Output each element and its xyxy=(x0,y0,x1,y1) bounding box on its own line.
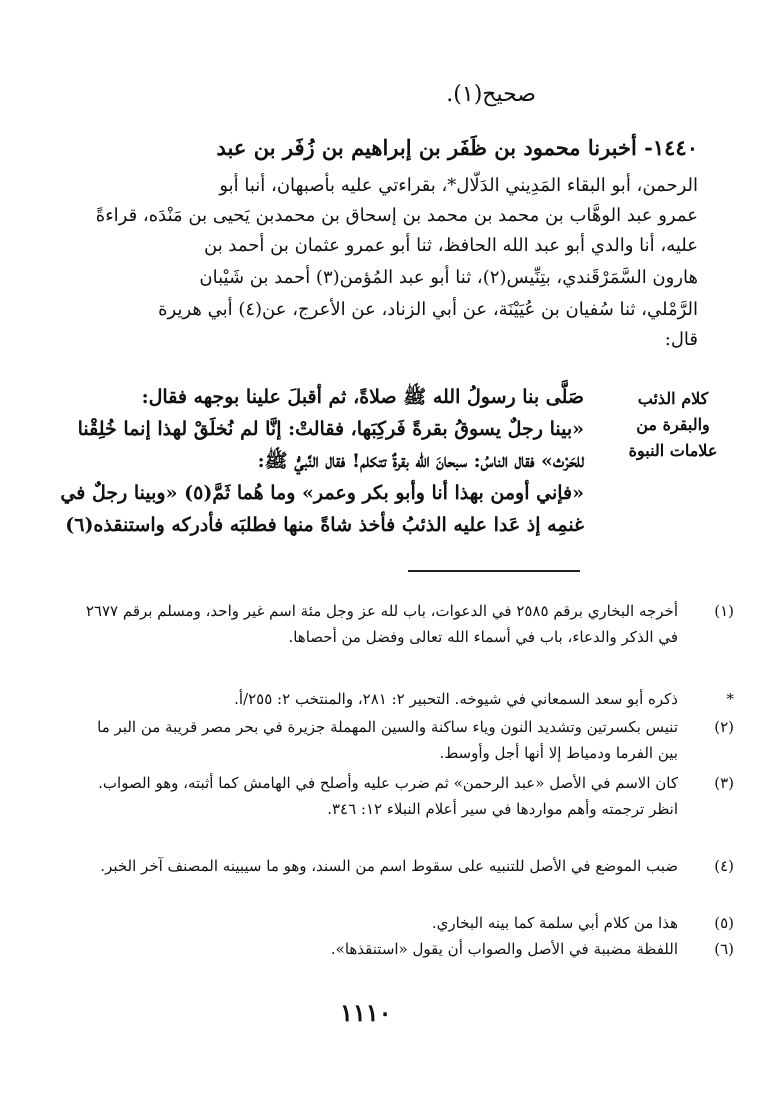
footnote-number: (٢) xyxy=(714,718,734,736)
previous-hadith-grade: صحيح(١). xyxy=(446,82,536,107)
footnote-text: أخرجه البخاري برقم ٢٥٨٥ في الدعوات، باب لله عز وجل مئة اسم غير واحد، ومسلم برقم ٢٦٧٧ في الذكر والدعاء، باب في أسماء الله تعالى وفضل من أحصاها. xyxy=(85,602,678,646)
hadith-line-4: «فإني أومن بهذا أنا وأبو بكر وعمر» وما هُما ثَمَّ(٥) «وبينا رجلٌ في xyxy=(60,482,584,504)
footnote xyxy=(76,598,734,650)
footnote-text: تنيس بكسرتين وتشديد النون وياء ساكنة والسين المهملة جزيرة في بحر مصر قريبة من البر ما بين الفرما ودمياط إلا أنها أجل وأوسط. xyxy=(97,718,678,762)
footnote-number: (٤) xyxy=(714,857,734,875)
hadith-line-5: غنمِه إذ عَدا عليه الذئبُ فأخذ شاةً منها فطلبَه فأدركه واستنقذه(٦) xyxy=(65,514,584,536)
footnote-divider xyxy=(408,570,580,572)
footnote-number: (٥) xyxy=(714,914,734,932)
isnad-line-2: الرحمن، أبو البقاء المَدِيني الدَلّال*، بقراءتي عليه بأصبهان، أنبا أبو xyxy=(219,175,698,196)
footnote-text: اللفظة مضببة في الأصل والصواب أن يقول «استنقذها». xyxy=(330,940,678,958)
footnote xyxy=(76,770,734,822)
footnote xyxy=(76,910,734,936)
footnote-number: (١) xyxy=(714,602,734,620)
footnote xyxy=(76,686,734,712)
footnote xyxy=(76,853,734,879)
isnad-line-3: عمرو عبد الوهَّاب بن محمد بن محمد بن إسحاق بن محمدبن يَحيى بن مَنْدَه، قراءةً xyxy=(95,205,698,226)
footnote-number: (٦) xyxy=(714,940,734,958)
hadith-line-3: للحَرْث» فقال الناسُ: سبحانَ الله بقرةٌ تتكلم! فقال النَّبيُّ ﷺ: xyxy=(257,450,584,472)
isnad-line-6: الرَّمْلي، ثنا سُفيان بن عُيَيْنَة، عن أبي الزناد، عن الأعرج، عن(٤) أبي هريرة xyxy=(158,299,698,320)
footnote-number: * xyxy=(726,690,734,708)
footnote-text: كان الاسم في الأصل «عبد الرحمن» ثم ضرب عليه وأصلح في الهامش كما أثبته، وهو الصواب. انظر ترجمته وأهم مواردها في سير أعلام النبلاء ١٢: ٣٤٦. xyxy=(98,774,678,818)
hadith-line-2: «بينا رجلٌ يسوقُ بقرةً فَركِبَها، فقالتْ: إنَّا لم نُخلَقْ لهذا إنما خُلِقْنا xyxy=(77,418,584,440)
page-number: ١١١٠ xyxy=(340,998,392,1027)
hadith-line-1: صَلَّى بنا رسولُ الله ﷺ صلاةً، ثم أقبلَ علينا بوجهه فقال: xyxy=(141,386,584,408)
footnote-text: هذا من كلام أبي سلمة كما بينه البخاري. xyxy=(431,914,678,932)
margin-note: كلام الذئب والبقرة من علامات النبوة xyxy=(628,389,718,460)
isnad-line-7: قال: xyxy=(664,329,698,350)
footnote xyxy=(76,714,734,766)
footnote-text: ذكره أبو سعد السمعاني في شيوخه. التحبير ٢: ٢٨١، والمنتخب ٢: ٢٥٥/أ. xyxy=(234,690,678,708)
footnote-number: (٣) xyxy=(714,774,734,792)
entry-heading-text: ١٤٤٠- أخبرنا محمود بن ظَفَر بن إبراهيم بن زُفَر بن عبد xyxy=(216,135,698,160)
footnote-text: ضبب الموضع في الأصل للتنبيه على سقوط اسم من السند، وهو ما سيبينه المصنف آخر الخبر. xyxy=(100,857,678,875)
footnote xyxy=(76,936,734,962)
isnad-line-5: هارون السَّمَرْقَندي، بتِنِّيس(٢)، ثنا أبو عبد المُؤمن(٣) أحمد بن شَيْبان xyxy=(199,267,698,288)
entry-heading-line xyxy=(62,132,698,166)
isnad-line-4: عليه، أنا والدي أبو عبد الله الحافظ، ثنا أبو عمرو عثمان بن أحمد بن xyxy=(204,235,698,256)
